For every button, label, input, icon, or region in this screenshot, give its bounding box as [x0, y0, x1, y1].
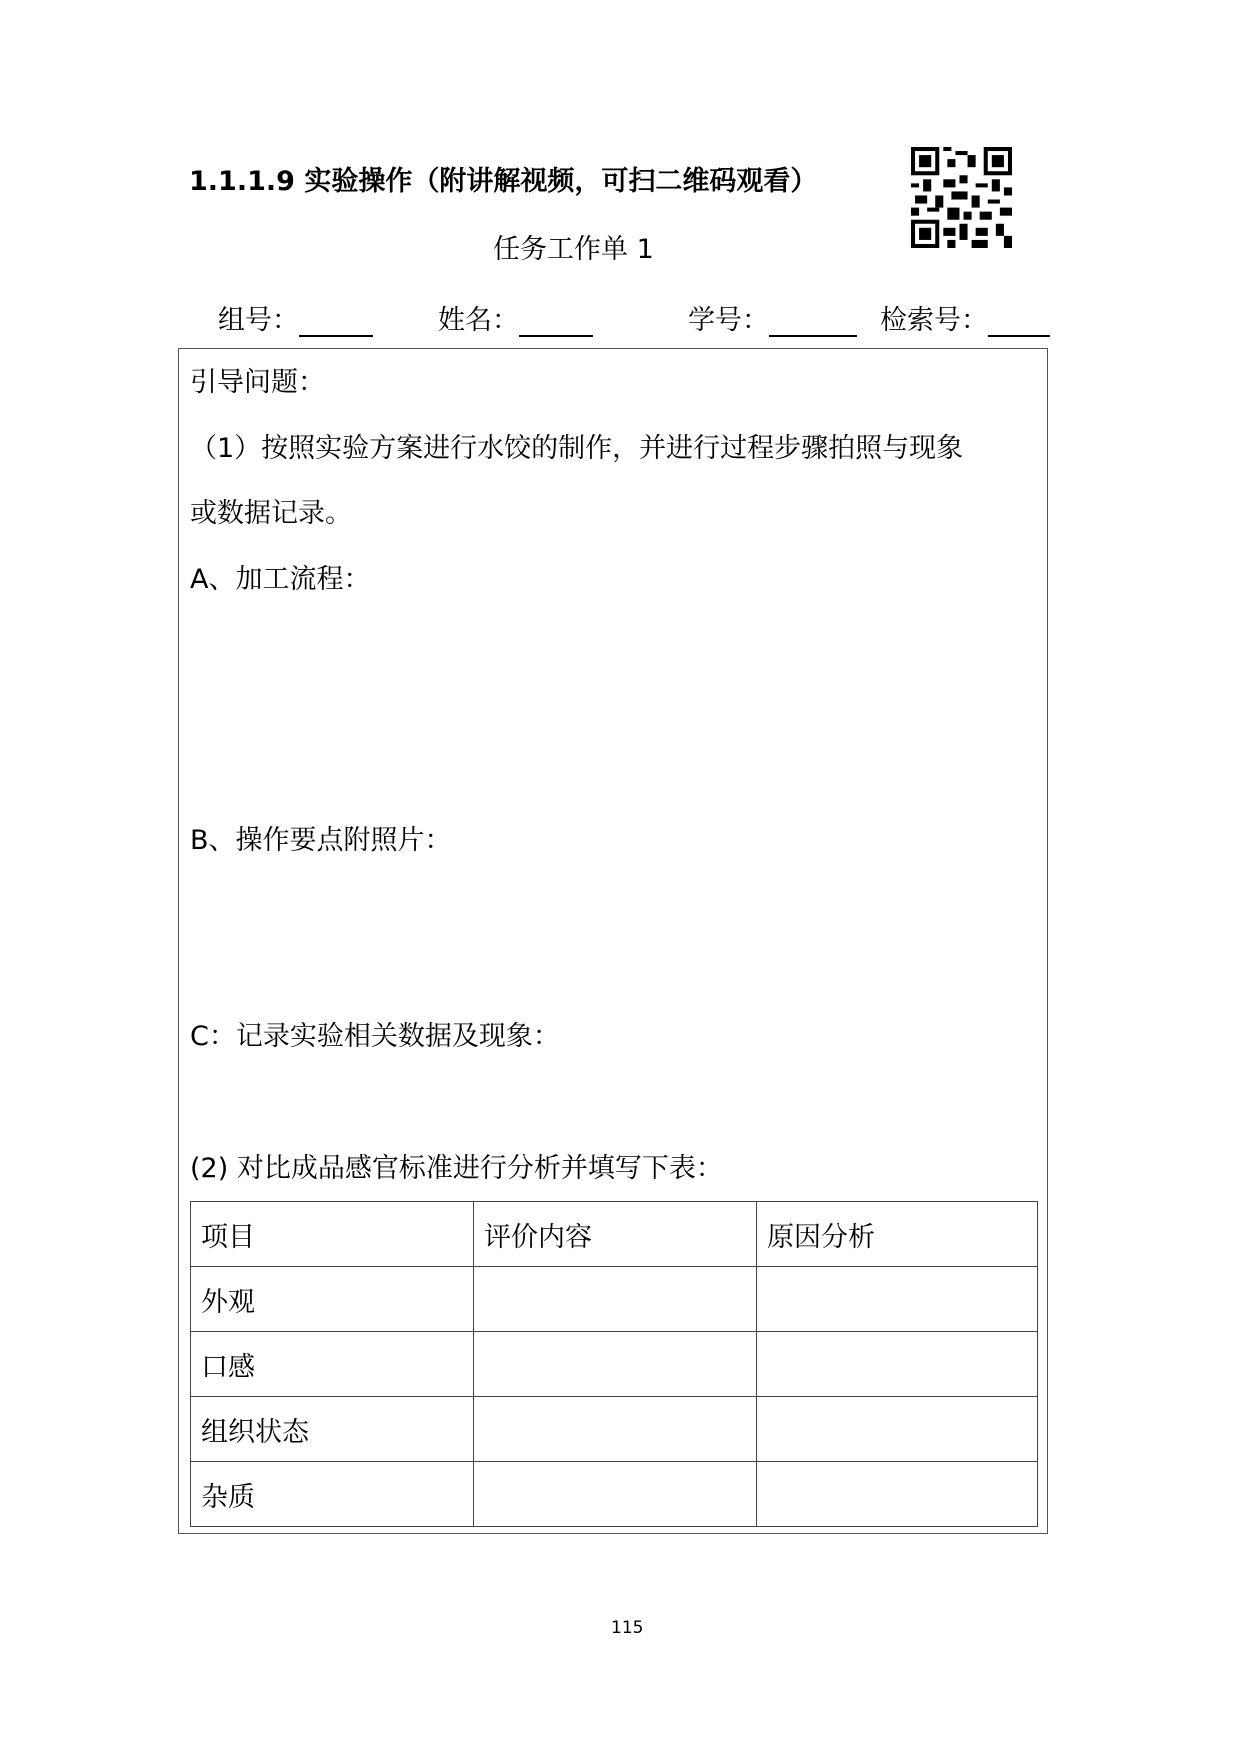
name-field[interactable]: [438, 298, 593, 337]
row-label: 口感: [191, 1332, 474, 1397]
reason-cell[interactable]: [757, 1397, 1038, 1462]
evaluation-cell[interactable]: [474, 1332, 757, 1397]
student-id-label: 学号：: [688, 305, 769, 336]
reason-cell[interactable]: [757, 1332, 1038, 1397]
reason-cell[interactable]: [757, 1267, 1038, 1332]
section-a-label: A、加工流程：: [190, 564, 371, 595]
group-label: 组号：: [218, 305, 299, 336]
search-no-label: 检索号：: [880, 305, 988, 336]
search-no-field[interactable]: [880, 298, 1050, 337]
question-2: (2) 对比成品感官标准进行分析并填写下表：: [190, 1153, 723, 1184]
student-id-field[interactable]: [688, 298, 857, 337]
question-1-line-2: 或数据记录。: [190, 498, 352, 529]
table-row: [191, 1462, 1038, 1527]
evaluation-cell[interactable]: [474, 1397, 757, 1462]
worksheet-title: 任务工作单 1: [493, 234, 654, 265]
evaluation-cell[interactable]: [474, 1267, 757, 1332]
header-item: 项目: [191, 1202, 474, 1267]
reason-cell[interactable]: [757, 1462, 1038, 1527]
section-c-label: C：记录实验相关数据及现象：: [190, 1021, 560, 1052]
table-row: [191, 1267, 1038, 1332]
header-evaluation: 评价内容: [474, 1202, 757, 1267]
evaluation-cell[interactable]: [474, 1462, 757, 1527]
table-row: [191, 1332, 1038, 1397]
table-header-row: [191, 1202, 1038, 1267]
evaluation-table: [190, 1201, 1038, 1527]
row-label: 外观: [191, 1267, 474, 1332]
row-label: 杂质: [191, 1462, 474, 1527]
group-field[interactable]: [218, 298, 373, 337]
section-b-label: B、操作要点附照片：: [190, 825, 452, 856]
table-row: [191, 1397, 1038, 1462]
row-label: 组织状态: [191, 1397, 474, 1462]
guide-label: 引导问题：: [190, 367, 325, 398]
header-reason: 原因分析: [757, 1202, 1038, 1267]
name-label: 姓名：: [438, 305, 519, 336]
page-number: 115: [611, 1618, 644, 1638]
section-heading: 1.1.1.9 实验操作（附讲解视频，可扫二维码观看）: [189, 166, 818, 197]
qr-code-icon: [911, 147, 1012, 248]
question-1-line-1: （1）按照实验方案进行水饺的制作，并进行过程步骤拍照与现象: [190, 433, 964, 464]
